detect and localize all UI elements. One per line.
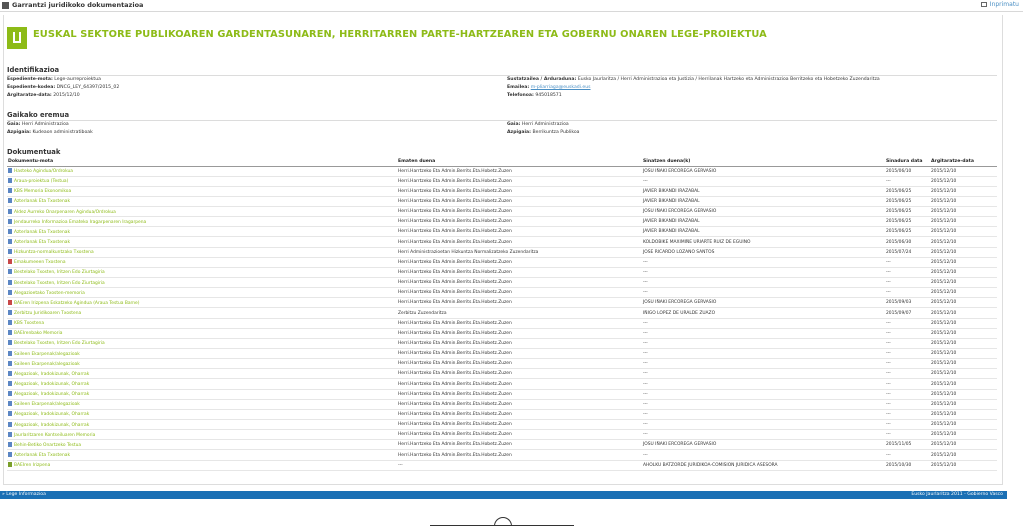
document-link[interactable]: BAEren Irizpena Eskatzeko Agindua (Araua Testua Barne): [14, 300, 140, 306]
document-type-cell: [7, 460, 397, 470]
issuer-cell: Herri.Harrtzeko Eta Admin.Berrits.Eta.Hobetz.Zuzen: [397, 338, 642, 348]
signer-cell: ---: [642, 267, 885, 277]
email-field: Emailea: m-pliarriaga@euskadi.eus: [507, 85, 591, 90]
sign-date-cell: 2015/06/10: [885, 166, 930, 176]
column-header: Ematen duena: [397, 158, 642, 166]
document-type-cell: [7, 379, 397, 389]
document-type-cell: [7, 257, 397, 267]
issuer-cell: Herri.Harrtzeko Eta Admin.Berrits.Eta.Hobetz.Zuzen: [397, 318, 642, 328]
document-type-cell: [7, 267, 397, 277]
issuer-cell: Herri.Harrtzeko Eta Admin.Berrits.Eta.Hobetz.Zuzen: [397, 227, 642, 237]
issuer-cell: Herri.Harrtzeko Eta Admin.Berrits.Eta.Hobetz.Zuzen: [397, 328, 642, 338]
signer-cell: JOSE RICARDO LOZANO SANTOS: [642, 247, 885, 257]
printer-icon: [981, 2, 987, 7]
sign-date-cell: ---: [885, 420, 930, 430]
doc-icon: [8, 280, 12, 285]
document-type-cell: [7, 278, 397, 288]
signer-cell: KOLDOBIKE MAXIMIÑE URIARTE RUIZ DE EGUINO: [642, 237, 885, 247]
sign-date-cell: ---: [885, 379, 930, 389]
doc-icon: [8, 361, 12, 366]
publication-date-cell: 2015/12/10: [930, 369, 997, 379]
publication-date-cell: 2015/12/10: [930, 267, 997, 277]
table-row: [7, 278, 997, 288]
sign-date-cell: 2015/07/24: [885, 247, 930, 257]
issuer-cell: Herri.Harrtzeko Eta Admin.Berrits.Eta.Hobetz.Zuzen: [397, 440, 642, 450]
document-link[interactable]: Saileen Ekarpenak/alegazioak: [14, 361, 80, 367]
document-title: EUSKAL SEKTORE PUBLIKOAREN GARDENTASUNAREN, HERRITARREN PARTE-HARTZEAREN ETA GOBERNU ONAREN LEGE-PROIEKTUA: [33, 29, 767, 40]
table-row: [7, 389, 997, 399]
publication-date-cell: 2015/12/10: [930, 288, 997, 298]
document-link[interactable]: Saileen Ekarpenak/alegazioak: [14, 351, 80, 357]
column-header: Dokumentu-mota: [7, 158, 397, 166]
government-logo: [430, 517, 574, 527]
publication-date-cell: 2015/12/10: [930, 420, 997, 430]
footer-law-info-link[interactable]: » Lege Informazioa: [2, 492, 46, 497]
signer-cell: ---: [642, 278, 885, 288]
signer-cell: ---: [642, 349, 885, 359]
signer-cell: ---: [642, 318, 885, 328]
document-link[interactable]: Azterlanak Eta Txostenak: [14, 229, 70, 235]
signer-cell: ---: [642, 450, 885, 460]
publication-date-cell: 2015/12/10: [930, 450, 997, 460]
document-type-cell: [7, 450, 397, 460]
document-link[interactable]: Aldez Aurreko Onarpenaren Agindua/Ordrokua: [14, 209, 116, 215]
document-link[interactable]: Araua-proiektua (Testua): [14, 179, 69, 185]
doc-icon: [8, 178, 12, 183]
identification-heading: Identifikazioa: [7, 66, 60, 74]
document-link[interactable]: Alegazioak, Iradokizunak, Oharrak: [14, 392, 90, 398]
document-type-cell: [7, 207, 397, 217]
divider: [7, 120, 997, 121]
signer-cell: IÑIGO LOPEZ DE URALDE ZUAZO: [642, 308, 885, 318]
signer-cell: ---: [642, 257, 885, 267]
expedient-type-field: Espediente-mota: Lege-aurreproiektua: [7, 77, 101, 82]
sign-date-cell: ---: [885, 338, 930, 348]
law-project-icon: [7, 27, 27, 49]
table-row: [7, 460, 997, 470]
document-type-cell: [7, 227, 397, 237]
signer-cell: JOSU IÑAKI ERCOREGA GERVASIO: [642, 440, 885, 450]
signer-cell: ---: [642, 288, 885, 298]
scope-left-subtopic: Azpigaia: Kudeaon administratiboak: [7, 130, 93, 135]
publication-date-cell: 2015/12/10: [930, 186, 997, 196]
document-link[interactable]: Alegazioak, Iradokizunak, Oharrak: [14, 382, 90, 388]
issuer-cell: Herri.Harrtzeko Eta Admin.Berrits.Eta.Hobetz.Zuzen: [397, 450, 642, 460]
document-type-cell: [7, 166, 397, 176]
publication-date-cell: 2015/12/10: [930, 409, 997, 419]
document-link[interactable]: Azterlanak Eta Txostenak: [14, 240, 70, 246]
document-type-cell: [7, 186, 397, 196]
publication-date-cell: 2015/12/10: [930, 440, 997, 450]
document-type-cell: [7, 196, 397, 206]
issuer-cell: Herri.Harrtzeko Eta Admin.Berrits.Eta.Hobetz.Zuzen: [397, 237, 642, 247]
document-link[interactable]: KBS Memoria Ekonomikoa: [14, 189, 72, 195]
publication-date-cell: 2015/12/10: [930, 389, 997, 399]
sign-date-cell: ---: [885, 328, 930, 338]
doc-icon: [8, 422, 12, 427]
issuer-cell: Herri.Harrtzeko Eta Admin.Berrits.Eta.Hobetz.Zuzen: [397, 379, 642, 389]
issuer-cell: Herri.Harrtzeko Eta Admin.Berrits.Eta.Hobetz.Zuzen: [397, 278, 642, 288]
doc-icon: [8, 168, 12, 173]
publication-date-cell: 2015/12/10: [930, 308, 997, 318]
sign-date-cell: 2015/09/07: [885, 308, 930, 318]
doc-icon: [8, 381, 12, 386]
issuer-cell: Herri.Harrtzeko Eta Admin.Berrits.Eta.Hobetz.Zuzen: [397, 409, 642, 419]
doc-icon: [8, 239, 12, 244]
issuer-cell: Herri.Harrtzeko Eta Admin.Berrits.Eta.Hobetz.Zuzen: [397, 288, 642, 298]
table-row: [7, 349, 997, 359]
sponsor-field: Sustatzailea / Arduraduna: Eusko Jaurlaritza / Herri Administrazioa eta Justizia / Herrilanak Hartzeko eta Administrazioa Berritzeko eta Hobetzeko Zuzendaritza: [507, 77, 880, 82]
table-row: [7, 267, 997, 277]
document-type-cell: [7, 420, 397, 430]
document-link[interactable]: Alegazioak, Iradokizunak, Oharrak: [14, 371, 90, 377]
publication-date-cell: 2015/12/10: [930, 237, 997, 247]
signer-cell: ---: [642, 420, 885, 430]
sign-date-cell: 2015/06/25: [885, 217, 930, 227]
sign-date-cell: 2015/09/03: [885, 298, 930, 308]
table-row: [7, 308, 997, 318]
publication-date-cell: 2015/12/10: [930, 349, 997, 359]
sign-date-cell: ---: [885, 176, 930, 186]
document-type-cell: [7, 409, 397, 419]
sign-date-cell: ---: [885, 430, 930, 440]
publication-date-cell: 2015/12/10: [930, 379, 997, 389]
signer-cell: JAVIER BIKANDI IRAZABAL: [642, 217, 885, 227]
table-row: [7, 298, 997, 308]
documents-table: [7, 158, 997, 471]
document-link[interactable]: Bestelako Txosten, Iritzen Edo Ziurtagiria: [14, 270, 105, 276]
table-row: [7, 318, 997, 328]
column-header: Argitaratze-data: [930, 158, 997, 166]
doc-icon: [8, 432, 12, 437]
document-type-cell: [7, 359, 397, 369]
table-row: [7, 338, 997, 348]
document-icon: [2, 2, 9, 9]
table-row: [7, 420, 997, 430]
document-link[interactable]: Bestelako Txosten, Iritzen Edo Ziurtagiria: [14, 280, 105, 286]
doc-icon: [8, 442, 12, 447]
publication-date-cell: 2015/12/10: [930, 217, 997, 227]
table-row: [7, 207, 997, 217]
table-row: [7, 288, 997, 298]
document-type-cell: [7, 389, 397, 399]
sign-date-cell: 2015/06/25: [885, 227, 930, 237]
document-type-cell: [7, 247, 397, 257]
signer-cell: ---: [642, 328, 885, 338]
signer-cell: ---: [642, 409, 885, 419]
table-row: [7, 257, 997, 267]
document-link[interactable]: Azterlanak Eta Txostenak: [14, 199, 70, 205]
pdf-icon: [8, 300, 12, 305]
doc-icon: [8, 340, 12, 345]
publication-date-cell: 2015/12/10: [930, 166, 997, 176]
sign-date-cell: ---: [885, 318, 930, 328]
publication-date-cell: 2015/12/10: [930, 328, 997, 338]
publication-date-cell: 2015/12/10: [930, 399, 997, 409]
sign-date-cell: 2015/06/25: [885, 207, 930, 217]
publication-date-cell: 2015/12/10: [930, 227, 997, 237]
issuer-cell: Herri.Harrtzeko Eta Admin.Berrits.Eta.Hobetz.Zuzen: [397, 389, 642, 399]
table-row: [7, 166, 997, 176]
signer-cell: JAVIER BIKANDI IRAZABAL: [642, 227, 885, 237]
document-type-cell: [7, 176, 397, 186]
doc-icon: [8, 209, 12, 214]
table-row: [7, 399, 997, 409]
document-link[interactable]: Hasteko Agindua/Ordrokua: [14, 169, 73, 175]
doc-icon: [8, 229, 12, 234]
column-header: Sinadura data: [885, 158, 930, 166]
issuer-cell: Herri.Harrtzeko Eta Admin.Berrits.Eta.Hobetz.Zuzen: [397, 186, 642, 196]
publication-date-cell: 2015/12/10: [930, 257, 997, 267]
divider: [7, 75, 997, 76]
issuer-cell: Herri.Harrtzeko Eta Admin.Berrits.Eta.Hobetz.Zuzen: [397, 298, 642, 308]
document-type-cell: [7, 308, 397, 318]
issuer-cell: Herri.Harrtzeko Eta Admin.Berrits.Eta.Hobetz.Zuzen: [397, 176, 642, 186]
sign-date-cell: 2015/06/25: [885, 186, 930, 196]
issuer-cell: Herri.Harrtzeko Eta Admin.Berrits.Eta.Hobetz.Zuzen: [397, 207, 642, 217]
signer-cell: JOSU IÑAKI ERCOREGA GERVASIO: [642, 298, 885, 308]
expedient-code-field: Espediente-kodea: DNCG_LEY_64397/2015_02: [7, 85, 120, 90]
signer-cell: ---: [642, 379, 885, 389]
doc-icon: [8, 371, 12, 376]
sign-date-cell: ---: [885, 369, 930, 379]
doc-icon: [8, 269, 12, 274]
issuer-cell: Herri.Harrtzeko Eta Admin.Berrits.Eta.Hobetz.Zuzen: [397, 257, 642, 267]
document-link[interactable]: Jendaurreko Informazioa Emateko Iragarpenaren Iragarpena: [14, 219, 147, 225]
phone-field: Telefonoa: 945018571: [507, 93, 562, 98]
issuer-cell: Herri.Harrtzeko Eta Admin.Berrits.Eta.Hobetz.Zuzen: [397, 217, 642, 227]
document-link[interactable]: Jaurlaritzaren Kontseiluaren Memoria: [14, 432, 96, 438]
sign-date-cell: 2015/06/25: [885, 196, 930, 206]
doc-icon: [8, 249, 12, 254]
scope-heading: Gaikako eremua: [7, 111, 70, 119]
publication-date-cell: 2015/12/10: [930, 207, 997, 217]
table-row: [7, 409, 997, 419]
document-link[interactable]: Hizkuntza-normalkuntzako Txostena: [14, 250, 94, 256]
table-row: [7, 430, 997, 440]
document-link[interactable]: Zerbitzu Juridikoaren Txostena: [14, 311, 82, 317]
document-link[interactable]: Alegazioetako Txosten-memoria: [14, 290, 85, 296]
document-type-cell: [7, 430, 397, 440]
sign-date-cell: ---: [885, 257, 930, 267]
publication-date-cell: 2015/12/10: [930, 318, 997, 328]
document-link[interactable]: Alegazioak, Iradokizunak, Oharrak: [14, 422, 90, 428]
issuer-cell: Herri.Harrtzeko Eta Admin.Berrits.Eta.Hobetz.Zuzen: [397, 399, 642, 409]
sign-date-cell: 2015/06/30: [885, 237, 930, 247]
document-type-cell: [7, 399, 397, 409]
table-row: [7, 196, 997, 206]
table-header-row: [7, 158, 997, 166]
issuer-cell: Zerbitzu Zuzendaritza: [397, 308, 642, 318]
signer-cell: JAVIER BIKANDI IRAZABAL: [642, 186, 885, 196]
table-row: [7, 237, 997, 247]
document-link[interactable]: Alegazioak, Iradokizunak, Oharrak: [14, 412, 90, 418]
document-link[interactable]: Saileen Ekarpenak/alegazioak: [14, 402, 80, 408]
table-row: [7, 247, 997, 257]
footer-copyright: Eusko Jaurlaritza 2011 - Gobierno Vasco: [911, 492, 1003, 497]
sign-date-cell: 2015/10/30: [885, 460, 930, 470]
scope-left-topic: Gaia: Herri Administrazioa: [7, 122, 69, 127]
doc-icon: [8, 411, 12, 416]
footer-bar: [0, 491, 1007, 499]
issuer-cell: Herri.Harrtzeko Eta Admin.Berrits.Eta.Hobetz.Zuzen: [397, 267, 642, 277]
document-link[interactable]: Bestelako Txosten, Iritzen Edo Ziurtagiria: [14, 341, 105, 347]
signer-cell: ---: [642, 338, 885, 348]
doc-icon: [8, 330, 12, 335]
document-type-cell: [7, 349, 397, 359]
pdf-icon: [8, 259, 12, 264]
publication-date-cell: 2015/12/10: [930, 430, 997, 440]
doc-icon: [8, 219, 12, 224]
document-link[interactable]: BAEIren Irizpena: [14, 463, 51, 469]
top-bar: [0, 0, 1023, 12]
signer-cell: ---: [642, 359, 885, 369]
doc-icon: [8, 351, 12, 356]
publication-date-cell: 2015/12/10: [930, 278, 997, 288]
sign-date-cell: ---: [885, 267, 930, 277]
document-type-cell: [7, 288, 397, 298]
signer-cell: ---: [642, 399, 885, 409]
document-link[interactable]: Behin-Betiko Onartzeko Testua: [14, 442, 82, 448]
issuer-cell: Herri.Harrtzeko Eta Admin.Berrits.Eta.Hobetz.Zuzen: [397, 166, 642, 176]
signer-cell: JOSU IÑAKI ERCOREGA GERVASIO: [642, 207, 885, 217]
sign-date-cell: ---: [885, 278, 930, 288]
sign-date-cell: ---: [885, 399, 930, 409]
table-row: [7, 359, 997, 369]
doc-icon: [8, 290, 12, 295]
documents-heading: Dokumentuak: [7, 148, 61, 156]
signer-cell: ---: [642, 389, 885, 399]
table-row: [7, 227, 997, 237]
sign-date-cell: ---: [885, 409, 930, 419]
doc-icon: [8, 310, 12, 315]
signer-cell: JAVIER BIKANDI IRAZABAL: [642, 196, 885, 206]
table-row: [7, 450, 997, 460]
table-row: [7, 176, 997, 186]
doc-icon: [8, 452, 12, 457]
issuer-cell: Herri.Harrtzeko Eta Admin.Berrits.Eta.Hobetz.Zuzen: [397, 196, 642, 206]
publication-date-cell: 2015/12/10: [930, 460, 997, 470]
sign-date-cell: ---: [885, 288, 930, 298]
signer-cell: AHOLKU BATZORDE JURIDIKOA-COMISION JURIDICA ASESORA: [642, 460, 885, 470]
issuer-cell: Herri.Harrtzeko Eta Admin.Berrits.Eta.Hobetz.Zuzen: [397, 359, 642, 369]
issuer-cell: Herri.Harrtzeko Eta Admin.Berrits.Eta.Hobetz.Zuzen: [397, 420, 642, 430]
sign-date-cell: ---: [885, 450, 930, 460]
publication-date-cell: 2015/12/10: [930, 176, 997, 186]
issuer-cell: Herri Administrazioetan Hizkuntza Normalizatzeko Zuzendaritza: [397, 247, 642, 257]
document-link[interactable]: BAEIrenbako Memoria: [14, 331, 63, 337]
print-button[interactable]: [981, 1, 1019, 8]
issuer-cell: Herri.Harrtzeko Eta Admin.Berrits.Eta.Hobetz.Zuzen: [397, 369, 642, 379]
document-type-cell: [7, 298, 397, 308]
document-link[interactable]: KBS Txostena: [14, 321, 45, 327]
scope-right-subtopic: Azpigaia: Berrikuntza Publikoa: [507, 130, 580, 135]
zip-icon: [8, 462, 12, 467]
publication-date-cell: 2015/12/10: [930, 298, 997, 308]
issuer-cell: ---: [397, 460, 642, 470]
signer-cell: ---: [642, 430, 885, 440]
print-label: Inprimatu: [989, 1, 1019, 8]
table-row: [7, 186, 997, 196]
scope-right-topic: Gaia: Herri Administrazioa: [507, 122, 569, 127]
page-header-title: Garrantzi juridikoko dokumentazioa: [12, 1, 144, 9]
column-header: Sinatzen duena(k): [642, 158, 885, 166]
document-link[interactable]: Azterlanak Eta Txostenak: [14, 453, 70, 458]
publication-date-field: Argitaratze-data: 2015/12/10: [7, 93, 80, 98]
publication-date-cell: 2015/12/10: [930, 247, 997, 257]
document-type-cell: [7, 369, 397, 379]
document-type-cell: [7, 338, 397, 348]
signer-cell: JOSU IÑAKI ERCOREGA GERVASIO: [642, 166, 885, 176]
sign-date-cell: ---: [885, 359, 930, 369]
document-type-cell: [7, 217, 397, 227]
table-row: [7, 217, 997, 227]
document-type-cell: [7, 237, 397, 247]
doc-icon: [8, 198, 12, 203]
signer-cell: ---: [642, 369, 885, 379]
publication-date-cell: 2015/12/10: [930, 338, 997, 348]
doc-icon: [8, 391, 12, 396]
sign-date-cell: 2015/11/05: [885, 440, 930, 450]
table-row: [7, 379, 997, 389]
issuer-cell: Herri.Harrtzeko Eta Admin.Berrits.Eta.Hobetz.Zuzen: [397, 430, 642, 440]
issuer-cell: Herri.Harrtzeko Eta Admin.Berrits.Eta.Hobetz.Zuzen: [397, 349, 642, 359]
sign-date-cell: ---: [885, 389, 930, 399]
signer-cell: ---: [642, 176, 885, 186]
table-row: [7, 369, 997, 379]
doc-icon: [8, 320, 12, 325]
sign-date-cell: ---: [885, 349, 930, 359]
document-type-cell: [7, 318, 397, 328]
document-link[interactable]: Emakumeeen Txostena: [14, 260, 66, 266]
doc-icon: [8, 188, 12, 193]
email-link[interactable]: m-pliarriaga@euskadi.eus: [530, 85, 591, 90]
doc-icon: [8, 401, 12, 406]
publication-date-cell: 2015/12/10: [930, 196, 997, 206]
document-type-cell: [7, 440, 397, 450]
document-type-cell: [7, 328, 397, 338]
publication-date-cell: 2015/12/10: [930, 359, 997, 369]
table-row: [7, 328, 997, 338]
table-row: [7, 440, 997, 450]
